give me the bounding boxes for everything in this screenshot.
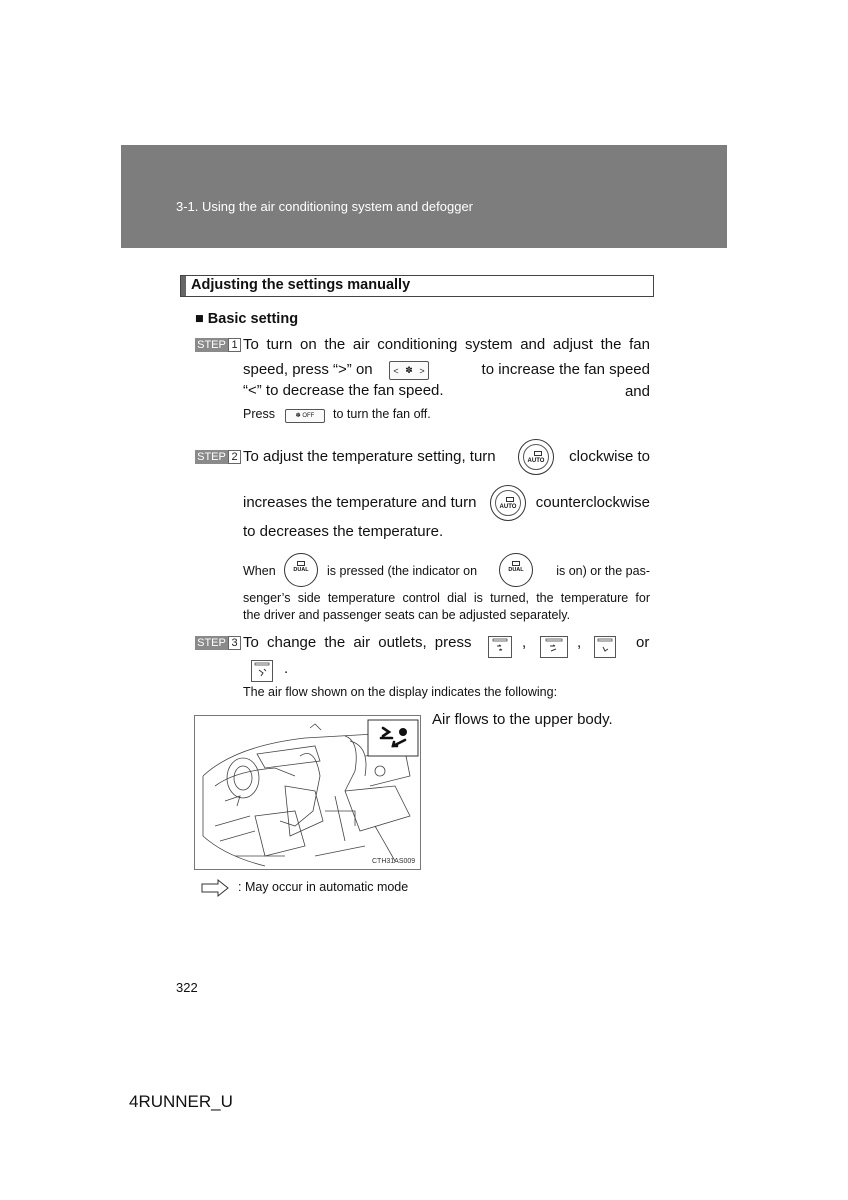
foot-defog-mode-icon bbox=[251, 660, 273, 682]
step-3-badge bbox=[195, 636, 241, 650]
dial-ring bbox=[523, 444, 549, 470]
section-heading bbox=[180, 275, 654, 297]
step-3-line-1: To change the air outlets, press bbox=[243, 634, 472, 651]
step-number: 3 bbox=[228, 636, 241, 650]
hollow-arrow-graphic bbox=[200, 878, 230, 898]
legend-text: : May occur in automatic mode bbox=[238, 880, 409, 894]
step-1-line-2b: to increase the fan speed and bbox=[481, 361, 650, 400]
or-text: or bbox=[636, 634, 650, 651]
auto-temperature-dial-icon bbox=[518, 439, 554, 475]
auto-temperature-dial-icon bbox=[490, 485, 526, 521]
step-2-line-3: to decreases the temperature. bbox=[243, 523, 444, 540]
section-heading-bar bbox=[181, 276, 186, 296]
step-2-note-3: the driver and passenger seats can be adjusted separately. bbox=[243, 608, 571, 622]
footer-model: 4RUNNER_U bbox=[129, 1092, 233, 1111]
chevron-right-icon: > bbox=[419, 365, 425, 376]
subsection-title: Basic setting bbox=[207, 311, 299, 327]
dial-ring bbox=[495, 490, 521, 516]
indicator-icon bbox=[506, 497, 514, 502]
step-1-note-a: Press bbox=[243, 407, 275, 421]
step-2-note-1a: When bbox=[243, 564, 276, 578]
indicator-icon bbox=[534, 451, 542, 456]
fan-speed-button bbox=[389, 361, 429, 380]
sentence-end: . bbox=[284, 660, 289, 677]
step-1-badge bbox=[195, 338, 241, 352]
dial-label: AUTO bbox=[499, 504, 517, 510]
step-2-note-1b: is pressed (the indicator on bbox=[327, 564, 478, 578]
subsection-heading bbox=[195, 311, 298, 327]
dual-label: DUAL bbox=[508, 567, 524, 573]
illustration-caption: Air flows to the upper body. bbox=[432, 711, 613, 728]
step-number: 2 bbox=[228, 450, 241, 464]
face-vent-mode-icon-graphic bbox=[489, 637, 511, 657]
step-label: STEP bbox=[195, 636, 228, 650]
dual-button-icon bbox=[499, 553, 533, 587]
face-vent-mode-icon bbox=[488, 636, 512, 658]
step-number: 1 bbox=[228, 338, 241, 352]
step-2-line-2b: counterclockwise bbox=[535, 494, 650, 511]
bi-level-mode-icon bbox=[540, 636, 568, 658]
dual-button-icon bbox=[284, 553, 318, 587]
page-number: 322 bbox=[176, 980, 198, 995]
dual-label: DUAL bbox=[293, 567, 309, 573]
step-2-line-1b: clockwise to bbox=[569, 448, 650, 465]
step-2-badge bbox=[195, 450, 241, 464]
indicator-icon bbox=[297, 561, 305, 566]
fan-off-button: ✽ OFF bbox=[285, 409, 325, 423]
separator: , bbox=[577, 634, 582, 651]
step-2-line-2a: increases the temperature and turn bbox=[243, 494, 477, 511]
step-3-note: The air flow shown on the display indicates the following: bbox=[243, 685, 558, 699]
illustration-code: CTH31AS009 bbox=[372, 858, 416, 865]
indicator-icon bbox=[512, 561, 520, 566]
separator: , bbox=[522, 634, 527, 651]
cabin-airflow-illustration bbox=[194, 715, 421, 870]
step-label: STEP bbox=[195, 450, 228, 464]
section-title: Adjusting the settings manually bbox=[191, 277, 411, 293]
foot-mode-icon-graphic bbox=[595, 637, 615, 657]
step-2-note-1c: is on) or the pas- bbox=[556, 564, 650, 578]
dial-label: AUTO bbox=[527, 458, 545, 464]
square-bullet-icon: ■ bbox=[195, 311, 204, 327]
breadcrumb: 3-1. Using the air conditioning system and defogger bbox=[176, 199, 474, 214]
foot-mode-icon bbox=[594, 636, 616, 658]
bi-level-mode-icon-graphic bbox=[541, 637, 567, 657]
step-1-line-1: To turn on the air conditioning system and adjust the fan bbox=[243, 336, 650, 353]
chevron-left-icon: < bbox=[393, 365, 399, 376]
fan-icon: ✽ bbox=[405, 365, 413, 375]
step-2-line-1a: To adjust the temperature setting, turn bbox=[243, 448, 496, 465]
hollow-arrow-icon bbox=[200, 878, 230, 898]
step-1-line-2a: speed, press “>” on bbox=[243, 361, 373, 378]
cabin-line-drawing bbox=[195, 716, 420, 869]
step-label: STEP bbox=[195, 338, 228, 352]
step-2-note-2: senger’s side temperature control dial is turned, the temperature for bbox=[243, 591, 650, 605]
step-1-line-3: “<” to decrease the fan speed. bbox=[243, 382, 444, 399]
foot-defog-mode-icon-graphic bbox=[252, 661, 272, 681]
header-band bbox=[121, 145, 727, 248]
step-1-note-b: to turn the fan off. bbox=[333, 407, 431, 421]
